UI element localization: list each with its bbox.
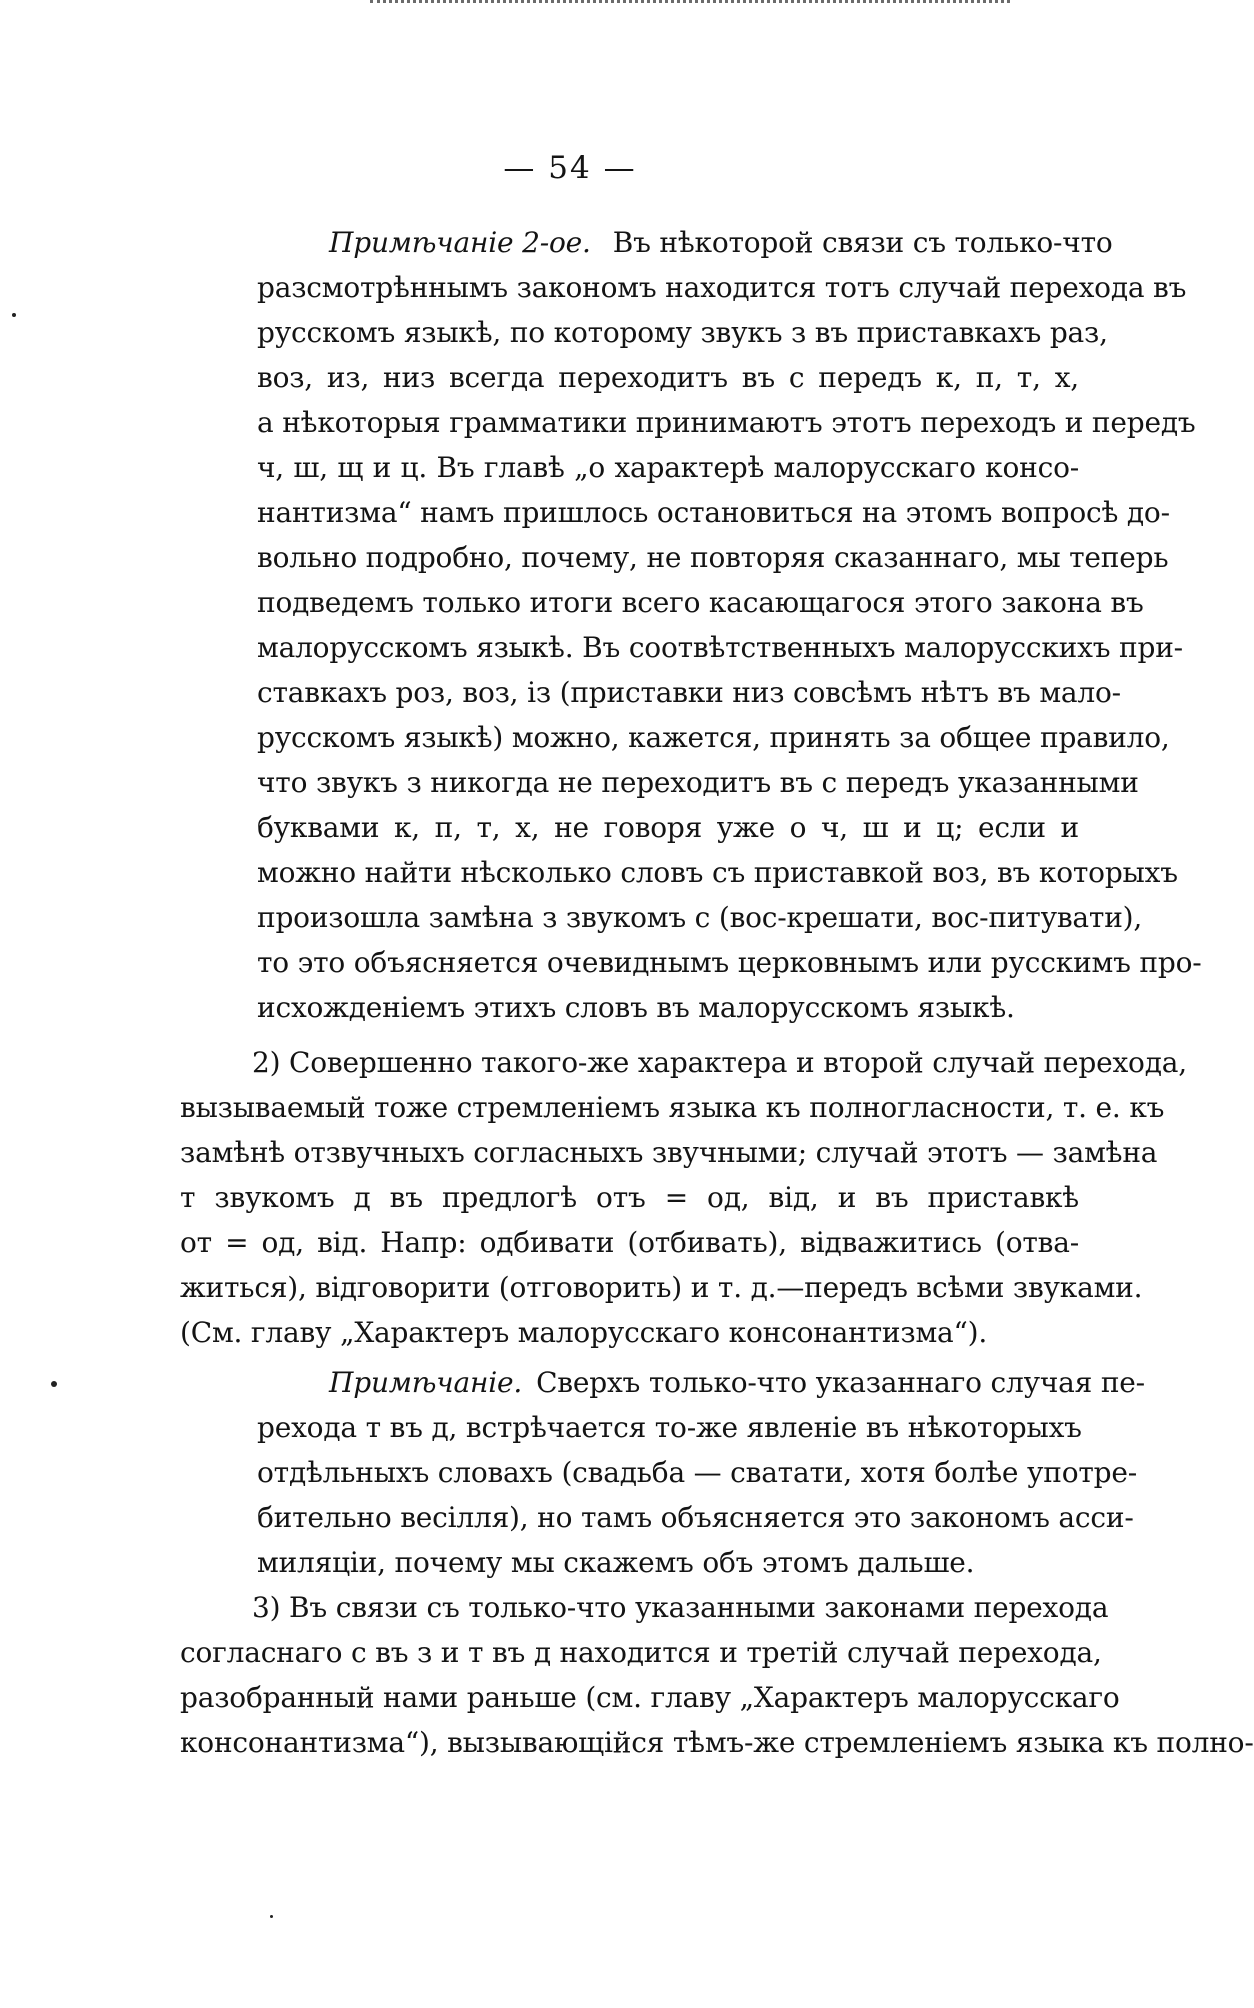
text-line: исхожденіемъ этихъ словъ въ малорусскомъ языкѣ. xyxy=(257,991,1015,1024)
page-number: — 54 — xyxy=(503,150,637,186)
text-line: консонантизма“), вызывающійся тѣмъ-же стремленіемъ языка къ полно- xyxy=(180,1726,1254,1759)
scan-speck xyxy=(270,1915,273,1918)
text-line: вольно подробно, почему, не повторяя сказаннаго, мы теперь xyxy=(257,541,1169,574)
text-line: подведемъ только итоги всего касающагося этого закона въ xyxy=(257,586,1144,619)
scan-speck xyxy=(51,1381,57,1387)
text-line: замѣнѣ отзвучныхъ согласныхъ звучными; случай этотъ — замѣна xyxy=(180,1136,1158,1169)
text-line: можно найти нѣсколько словъ съ приставкой воз, въ которыхъ xyxy=(257,856,1178,889)
text-line: а нѣкоторыя грамматики принимаютъ этотъ переходъ и передъ xyxy=(257,406,1196,439)
text-line: миляціи, почему мы скажемъ объ этомъ дальше. xyxy=(257,1546,975,1579)
text-line: (См. главу „Характеръ малорусскаго консонантизма“). xyxy=(180,1316,988,1349)
note-2-heading: Примѣчаніе 2-ое. xyxy=(329,226,591,259)
text-line: 3) Въ связи съ только-что указанными законами перехода xyxy=(252,1591,1109,1624)
text-line: русскомъ языкѣ) можно, кажется, принять за общее правило, xyxy=(257,721,1170,754)
note-3-heading: Примѣчаніе. xyxy=(329,1366,523,1399)
note-3 xyxy=(257,1360,1145,1585)
text-line: бительно весілля), но тамъ объясняется это закономъ асси- xyxy=(257,1501,1134,1534)
text-line: что звукъ з никогда не переходитъ въ с передъ указанными xyxy=(257,766,1139,799)
text-line: вызываемый тоже стремленіемъ языка къ полногласности, т. е. къ xyxy=(180,1091,1165,1124)
text-line: то это объясняется очевиднымъ церковнымъ или русскимъ про- xyxy=(257,946,1202,979)
text-line: произошла замѣна з звукомъ с (вос-крешати, вос-питувати), xyxy=(257,901,1143,934)
text-line: 2) Совершенно такого-же характера и второй случай перехода, xyxy=(252,1046,1187,1079)
note-2 xyxy=(257,220,1202,1030)
text-line: нантизма“ намъ пришлось остановиться на этомъ вопросѣ до- xyxy=(257,496,1170,529)
text-line: буквами к, п, т, х, не говоря уже о ч, ш и ц; если и xyxy=(257,811,1079,844)
note-3-line-1: Примѣчаніе. Сверхъ только-что указаннаго случая пе- xyxy=(257,1360,1079,1405)
text-line: рехода т въ д, встрѣчается то-же явленіе въ нѣкоторыхъ xyxy=(257,1411,1082,1444)
text-line: малорусскомъ языкѣ. Въ соотвѣтственныхъ малорусскихъ при- xyxy=(257,631,1183,664)
text-line: русскомъ языкѣ, по которому звукъ з въ приставкахъ раз, xyxy=(257,316,1108,349)
top-edge-marks xyxy=(370,0,1010,11)
text-line: согласнаго с въ з и т въ д находится и третій случай перехода, xyxy=(180,1636,1102,1669)
text-line: разсмотрѣннымъ закономъ находится тотъ случай перехода въ xyxy=(257,271,1187,304)
paragraph-2 xyxy=(180,1040,1187,1355)
text-line: воз, из, низ всегда переходитъ въ с передъ к, п, т, х, xyxy=(257,361,1079,394)
text-line: житься), відговорити (отговорить) и т. д.—передъ всѣми звуками. xyxy=(180,1271,1143,1304)
text-line: отдѣльныхъ словахъ (свадьба — сватати, хотя болѣе употре- xyxy=(257,1456,1138,1489)
text-line: т звукомъ д въ предлогѣ отъ = од, від, и въ приставкѣ xyxy=(180,1181,1079,1214)
text-line: ч, ш, щ и ц. Въ главѣ „о характерѣ малорусскаго консо- xyxy=(257,451,1079,484)
text-line: разобранный нами раньше (см. главу „Характеръ малорусскаго xyxy=(180,1681,1120,1714)
scan-speck xyxy=(12,313,16,317)
note-2-line-1: Примѣчаніе 2-ое. Въ нѣкоторой связи съ только-что xyxy=(257,220,1079,265)
text-line: ставкахъ роз, воз, із (приставки низ совсѣмъ нѣтъ въ мало- xyxy=(257,676,1121,709)
text-line: от = од, від. Напр: одбивати (отбивать), відважитись (отва- xyxy=(180,1226,1079,1259)
paragraph-3 xyxy=(180,1585,1254,1765)
